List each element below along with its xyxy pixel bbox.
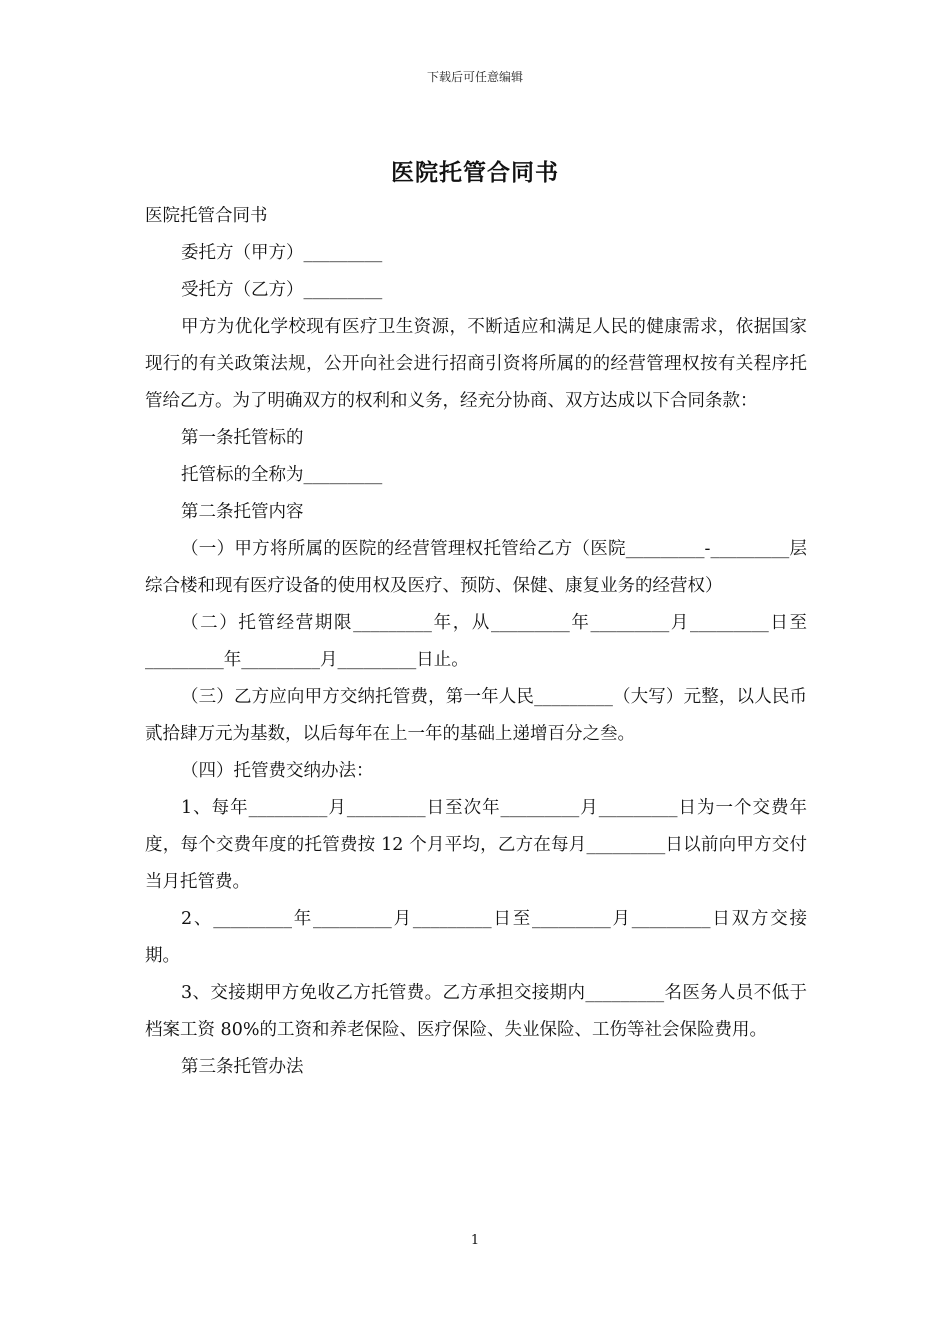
document-body [145,198,807,1086]
article-1-heading: 第一条托管标的 [181,428,304,448]
document-title: 医院托管合同书 [391,159,559,186]
clause-2-4: （四）托管费交纳办法： [181,761,374,781]
article-2-heading: 第二条托管内容 [181,502,304,522]
paragraph-party-b: 受托方（乙方）_________ [181,280,383,300]
paragraph-target-name: 托管标的全称为_________ [181,465,383,485]
clause-2-2: （二）托管经营期限_________年，从_________年_________月_________日至_________年_________月_________日止。 [145,613,807,670]
page-header-note: 下载后可任意编辑 [426,70,523,84]
clause-2-3: （三）乙方应向甲方交纳托管费，第一年人民_________（大写）元整，以人民币贰拾肆万元为基数，以后每年在上一年的基础上递增百分之叁。 [145,687,807,744]
page-number: 1 [470,1233,480,1248]
paragraph-party-a: 委托方（甲方）_________ [181,243,383,263]
payment-item-1: 1、每年_________月_________日至次年_________月_________日为一个交费年度，每个交费年度的托管费按 12 个月平均，乙方在每月_________日以前向甲方交付当月托管费。 [145,798,807,892]
article-3-heading: 第三条托管办法 [181,1057,304,1077]
paragraph-preamble: 甲方为优化学校现有医疗卫生资源，不断适应和满足人民的健康需求，依据国家现行的有关政策法规，公开向社会进行招商引资将所属的的经营管理权按有关程序托管给乙方。为了明确双方的权利和义务，经充分协商、双方达成以下合同条款： [145,317,807,411]
paragraph-subtitle: 医院托管合同书 [145,206,268,226]
payment-item-3: 3、交接期甲方免收乙方托管费。乙方承担交接期内_________名医务人员不低于档案工资 80%的工资和养老保险、医疗保险、失业保险、工伤等社会保险费用。 [145,983,807,1040]
clause-2-1: （一）甲方将所属的医院的经营管理权托管给乙方（医院_________-_________层综合楼和现有医疗设备的使用权及医疗、预防、保健、康复业务的经营权） [145,539,807,596]
payment-item-2: 2、_________年_________月_________日至_________月_________日双方交接期。 [145,909,807,966]
